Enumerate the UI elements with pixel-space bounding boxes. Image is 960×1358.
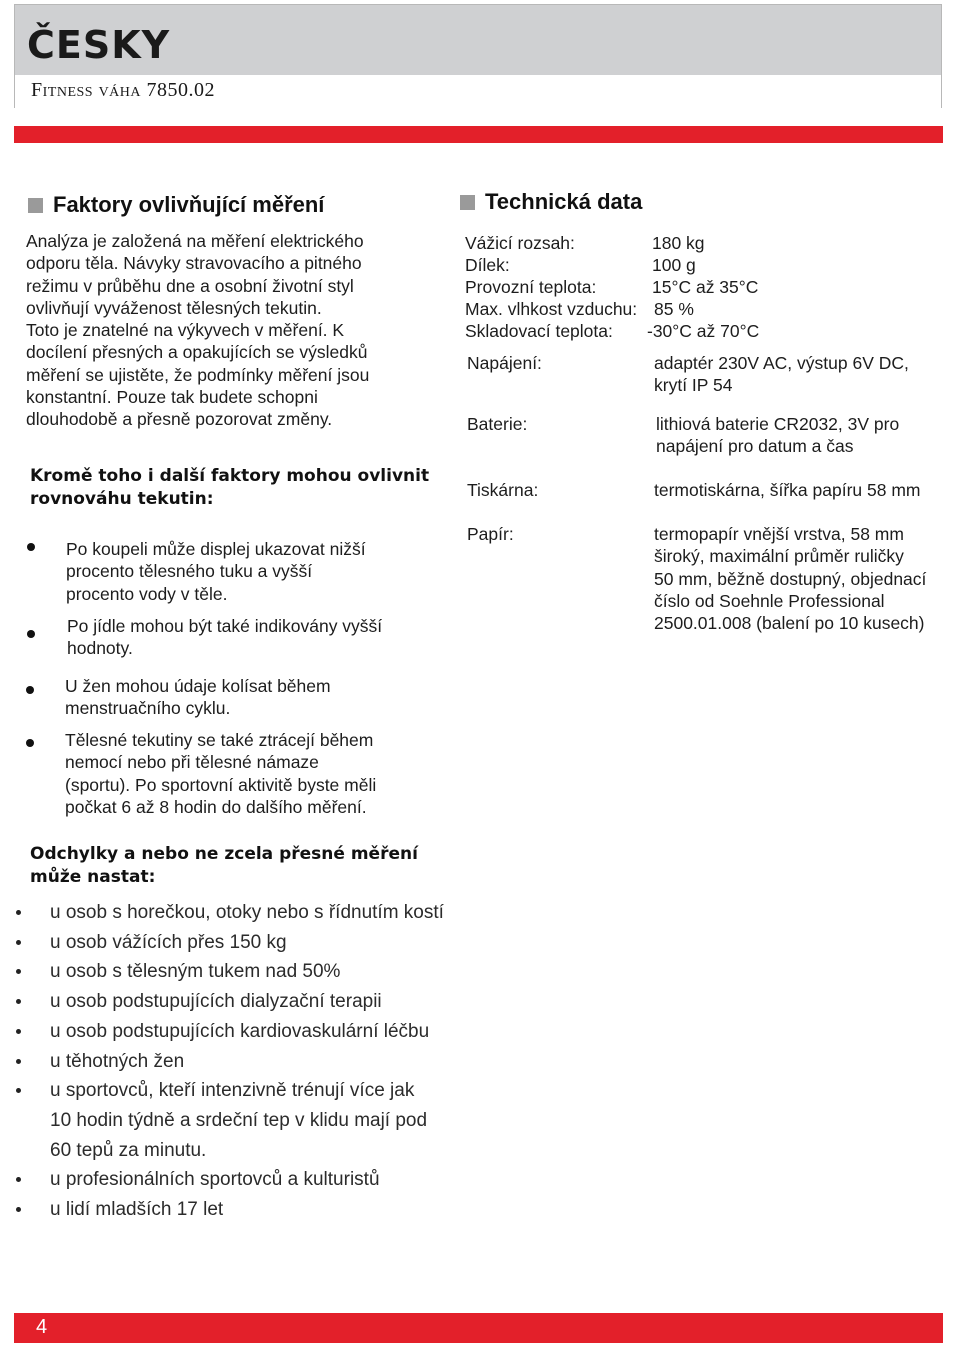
header-box	[14, 4, 942, 108]
tech-data-section-heading	[460, 189, 642, 215]
deviation-item	[14, 898, 514, 928]
spec-label: Provozní teplota:	[465, 277, 597, 297]
bullet-icon	[16, 999, 21, 1004]
spec-label: Skladovací teplota:	[465, 321, 613, 341]
deviation-line: u osob vážících přes 150 kg	[50, 931, 287, 953]
deviations-heading-line: může nastat:	[30, 866, 156, 887]
factor-item	[66, 538, 366, 605]
factor-line: (sportu). Po sportovní aktivitě byste měli	[65, 774, 377, 795]
spec-label: Papír:	[467, 524, 514, 544]
red-divider-bar	[14, 126, 943, 143]
factor-line: Tělesné tekutiny se také ztrácejí během	[65, 730, 374, 750]
intro-line: ovlivňují vyváženost tělesných tekutin.	[26, 297, 322, 318]
gray-square-icon	[28, 198, 43, 213]
deviation-item	[14, 1195, 514, 1225]
bullet-icon	[16, 969, 21, 974]
intro-line: Toto je znatelné na výkyvech v měření. K	[26, 320, 345, 341]
intro-paragraph	[26, 230, 369, 431]
deviation-line: u osob podstupujících dialyzační terapii	[50, 991, 382, 1013]
factor-line: hodnoty.	[67, 638, 133, 659]
intro-line: dlouhodobě a přesně pozorovat změny.	[26, 409, 333, 430]
deviation-line: u osob s horečkou, otoky nebo s řídnutím kostí	[50, 902, 444, 923]
intro-line: měření se ujistěte, že podmínky měření jsou	[26, 364, 370, 385]
deviation-line: 10 hodin týdně a srdeční tep v klidu mají pod	[50, 1109, 428, 1131]
bullet-icon	[27, 630, 35, 638]
spec-value: 180 kg	[652, 233, 705, 253]
spec-label: Baterie:	[467, 414, 528, 434]
bullet-icon	[16, 1207, 21, 1212]
language-title: ČESKY	[27, 23, 171, 67]
factors-heading-text: Faktory ovlivňující měření	[53, 192, 325, 217]
spec-value: adaptér 230V AC, výstup 6V DC, krytí IP 54	[654, 353, 909, 396]
factor-item	[65, 729, 376, 818]
spec-value: 100 g	[652, 255, 696, 275]
deviation-item	[14, 957, 514, 987]
intro-line: režimu v průběhu dne a osobní životní styl	[26, 275, 354, 296]
deviations-heading-line: Odchylky a nebo ne zcela přesné měření	[30, 844, 418, 864]
spec-label: Dílek:	[465, 255, 510, 275]
deviation-item	[14, 928, 514, 958]
bullet-icon	[16, 1029, 21, 1034]
other-factors-heading-line: rovnováhu tekutin:	[30, 488, 214, 509]
bullet-icon	[16, 940, 21, 945]
tech-data-heading-text: Technická data	[485, 189, 643, 214]
factors-section-heading	[28, 192, 324, 218]
deviation-line: u osob s tělesným tukem nad 50%	[50, 961, 341, 983]
intro-line: docílení přesných a opakujících se výsledků	[26, 342, 368, 363]
bullet-icon	[16, 1177, 21, 1182]
spec-label: Tiskárna:	[467, 480, 539, 500]
bullet-icon	[27, 543, 35, 551]
product-subtitle: Fitness váha 7850.02	[31, 79, 216, 101]
deviation-item	[14, 1047, 514, 1077]
factor-line: nemocí nebo při tělesné námaze	[65, 752, 319, 773]
factor-line: procento vody v těle.	[66, 583, 228, 604]
bullet-icon	[26, 686, 34, 694]
deviation-line: u sportovců, kteří intenzivně trénují více jak	[50, 1080, 415, 1102]
deviation-item	[14, 1076, 514, 1165]
deviation-line: 60 tepů za minutu.	[50, 1139, 207, 1161]
other-factors-heading	[30, 465, 429, 510]
deviation-line: u těhotných žen	[50, 1050, 185, 1072]
other-factors-heading-line: Kromě toho i další faktory mohou ovlivnit	[30, 466, 430, 486]
deviation-item	[14, 1017, 514, 1047]
factor-line: U žen mohou údaje kolísat během	[65, 676, 331, 696]
deviation-item	[14, 1165, 514, 1195]
spec-value: -30°C až 70°C	[647, 321, 760, 341]
factor-line: Po jídle mohou být také indikovány vyšší	[67, 616, 383, 636]
factor-line: procento tělesného tuku a vyšší	[66, 561, 313, 582]
deviation-item	[14, 987, 514, 1017]
factor-line: Po koupeli může displej ukazovat nižší	[66, 539, 366, 559]
deviation-line: u osob podstupujících kardiovaskulární léčbu	[50, 1020, 430, 1042]
factor-item	[65, 675, 331, 720]
intro-line: konstantní. Pouze tak budete schopni	[26, 387, 318, 408]
bullet-icon	[16, 910, 21, 915]
spec-value: termopapír vnější vrstva, 58 mm široký, maximální průměr ruličky 50 mm, běžně dostupný, objednací číslo od Soehnle Professional 2500.01.008 (balení po 10 kusech)	[654, 524, 927, 634]
page-number: 4	[36, 1316, 48, 1338]
spec-value: 85 %	[654, 299, 694, 319]
spec-label: Napájení:	[467, 353, 542, 373]
spec-value: lithiová baterie CR2032, 3V pro napájení pro datum a čas	[656, 414, 900, 457]
spec-value: termotiskárna, šířka papíru 58 mm	[654, 480, 921, 500]
spec-label: Vážicí rozsah:	[465, 233, 575, 253]
gray-square-icon	[460, 195, 475, 210]
deviation-line: u profesionálních sportovců a kulturistů	[50, 1169, 380, 1191]
bullet-icon	[16, 1088, 21, 1093]
bullet-icon	[16, 1059, 21, 1064]
intro-line: Analýza je založená na měření elektrického	[26, 231, 364, 251]
factor-line: menstruačního cyklu.	[65, 698, 231, 719]
factor-line: počkat 6 až 8 hodin do dalšího měření.	[65, 796, 367, 817]
spec-label: Max. vlhkost vzduchu:	[465, 299, 638, 319]
spec-value: 15°C až 35°C	[652, 277, 759, 297]
intro-line: odporu těla. Návyky stravovacího a pitného	[26, 253, 362, 274]
deviations-list	[14, 898, 514, 1225]
footer-bar	[14, 1313, 943, 1343]
deviation-line: u lidí mladších 17 let	[50, 1199, 224, 1221]
bullet-icon	[26, 739, 34, 747]
factor-item	[67, 615, 382, 660]
deviations-heading	[30, 843, 418, 888]
